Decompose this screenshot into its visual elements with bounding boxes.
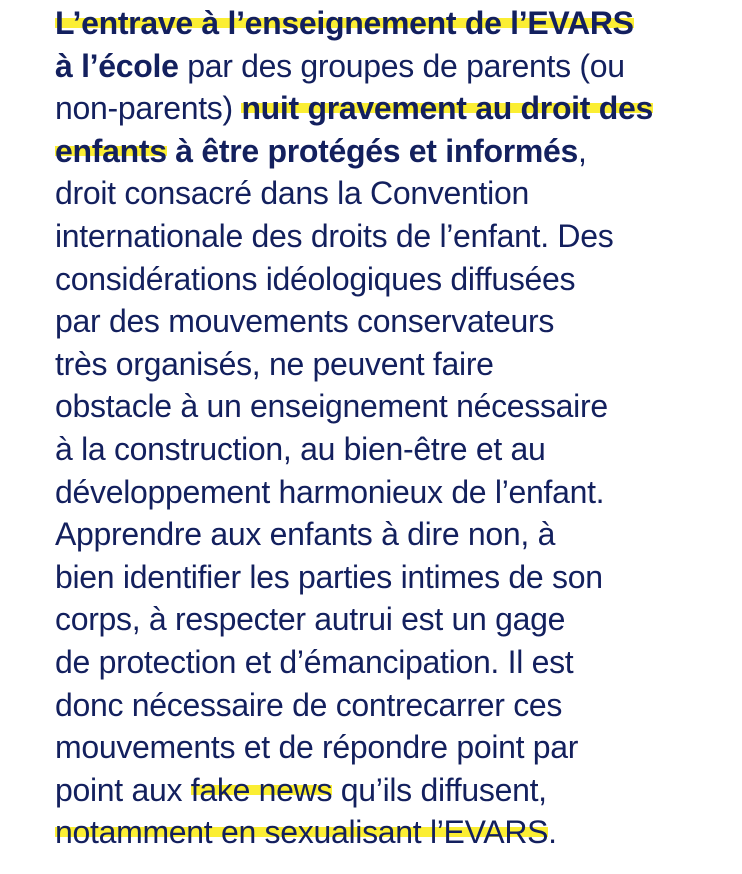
text-run: , — [578, 132, 587, 169]
text-line — [55, 598, 735, 641]
text-run: considérations idéologiques diffusées — [55, 260, 576, 297]
text-line — [55, 513, 735, 556]
text-line — [55, 87, 735, 130]
text-run: corps, à respecter autrui est un gage — [55, 601, 566, 638]
text-line — [55, 726, 735, 769]
text-line — [55, 258, 735, 301]
text-line — [55, 215, 735, 258]
text-run: par des mouvements conservateurs — [55, 303, 555, 340]
text-line — [55, 45, 735, 88]
body-paragraph — [55, 2, 735, 854]
text-run: très organisés, ne peuvent faire — [55, 345, 494, 382]
text-run: développement harmonieux de l’enfant. — [55, 473, 605, 510]
text-line — [55, 300, 735, 343]
text-run: internationale des droits de l’enfant. Des — [55, 217, 614, 254]
text-line — [55, 428, 735, 471]
text-line — [55, 385, 735, 428]
highlighted-text: nuit gravement au droit des — [241, 90, 653, 127]
bold-text: à être protégés et informés — [166, 132, 578, 169]
text-line — [55, 2, 735, 45]
text-run: mouvements et de répondre point par — [55, 729, 579, 766]
text-line — [55, 556, 735, 599]
text-run: Apprendre aux enfants à dire non, à — [55, 516, 556, 553]
text-run: obstacle à un enseignement nécessaire — [55, 388, 608, 425]
text-run: droit consacré dans la Convention — [55, 175, 529, 212]
bold-text: à l’école — [55, 47, 179, 84]
text-run: de protection et d’émancipation. Il est — [55, 643, 574, 680]
text-run: bien identifier les parties intimes de son — [55, 558, 603, 595]
text-run: . — [548, 814, 557, 851]
text-line — [55, 811, 735, 854]
highlighted-text: L’entrave à l’enseignement de l’EVARS — [55, 5, 634, 41]
text-line — [55, 343, 735, 386]
text-line — [55, 172, 735, 215]
text-run: donc nécessaire de contrecarrer ces — [55, 686, 563, 723]
text-line — [55, 769, 735, 812]
text-line — [55, 641, 735, 684]
text-line — [55, 130, 735, 173]
text-run: par des groupes de parents (ou — [178, 47, 625, 84]
text-run: à la construction, au bien-être et au — [55, 430, 546, 467]
text-run: qu’ils diffusent, — [332, 771, 547, 808]
text-run: point aux — [55, 771, 191, 808]
text-run: non-parents) — [55, 90, 242, 127]
highlighted-text: fake news — [190, 771, 333, 808]
text-line — [55, 471, 735, 514]
highlighted-text: notamment en sexualisant l’EVARS — [55, 814, 549, 851]
text-line — [55, 684, 735, 727]
highlighted-text: enfants — [55, 132, 167, 169]
